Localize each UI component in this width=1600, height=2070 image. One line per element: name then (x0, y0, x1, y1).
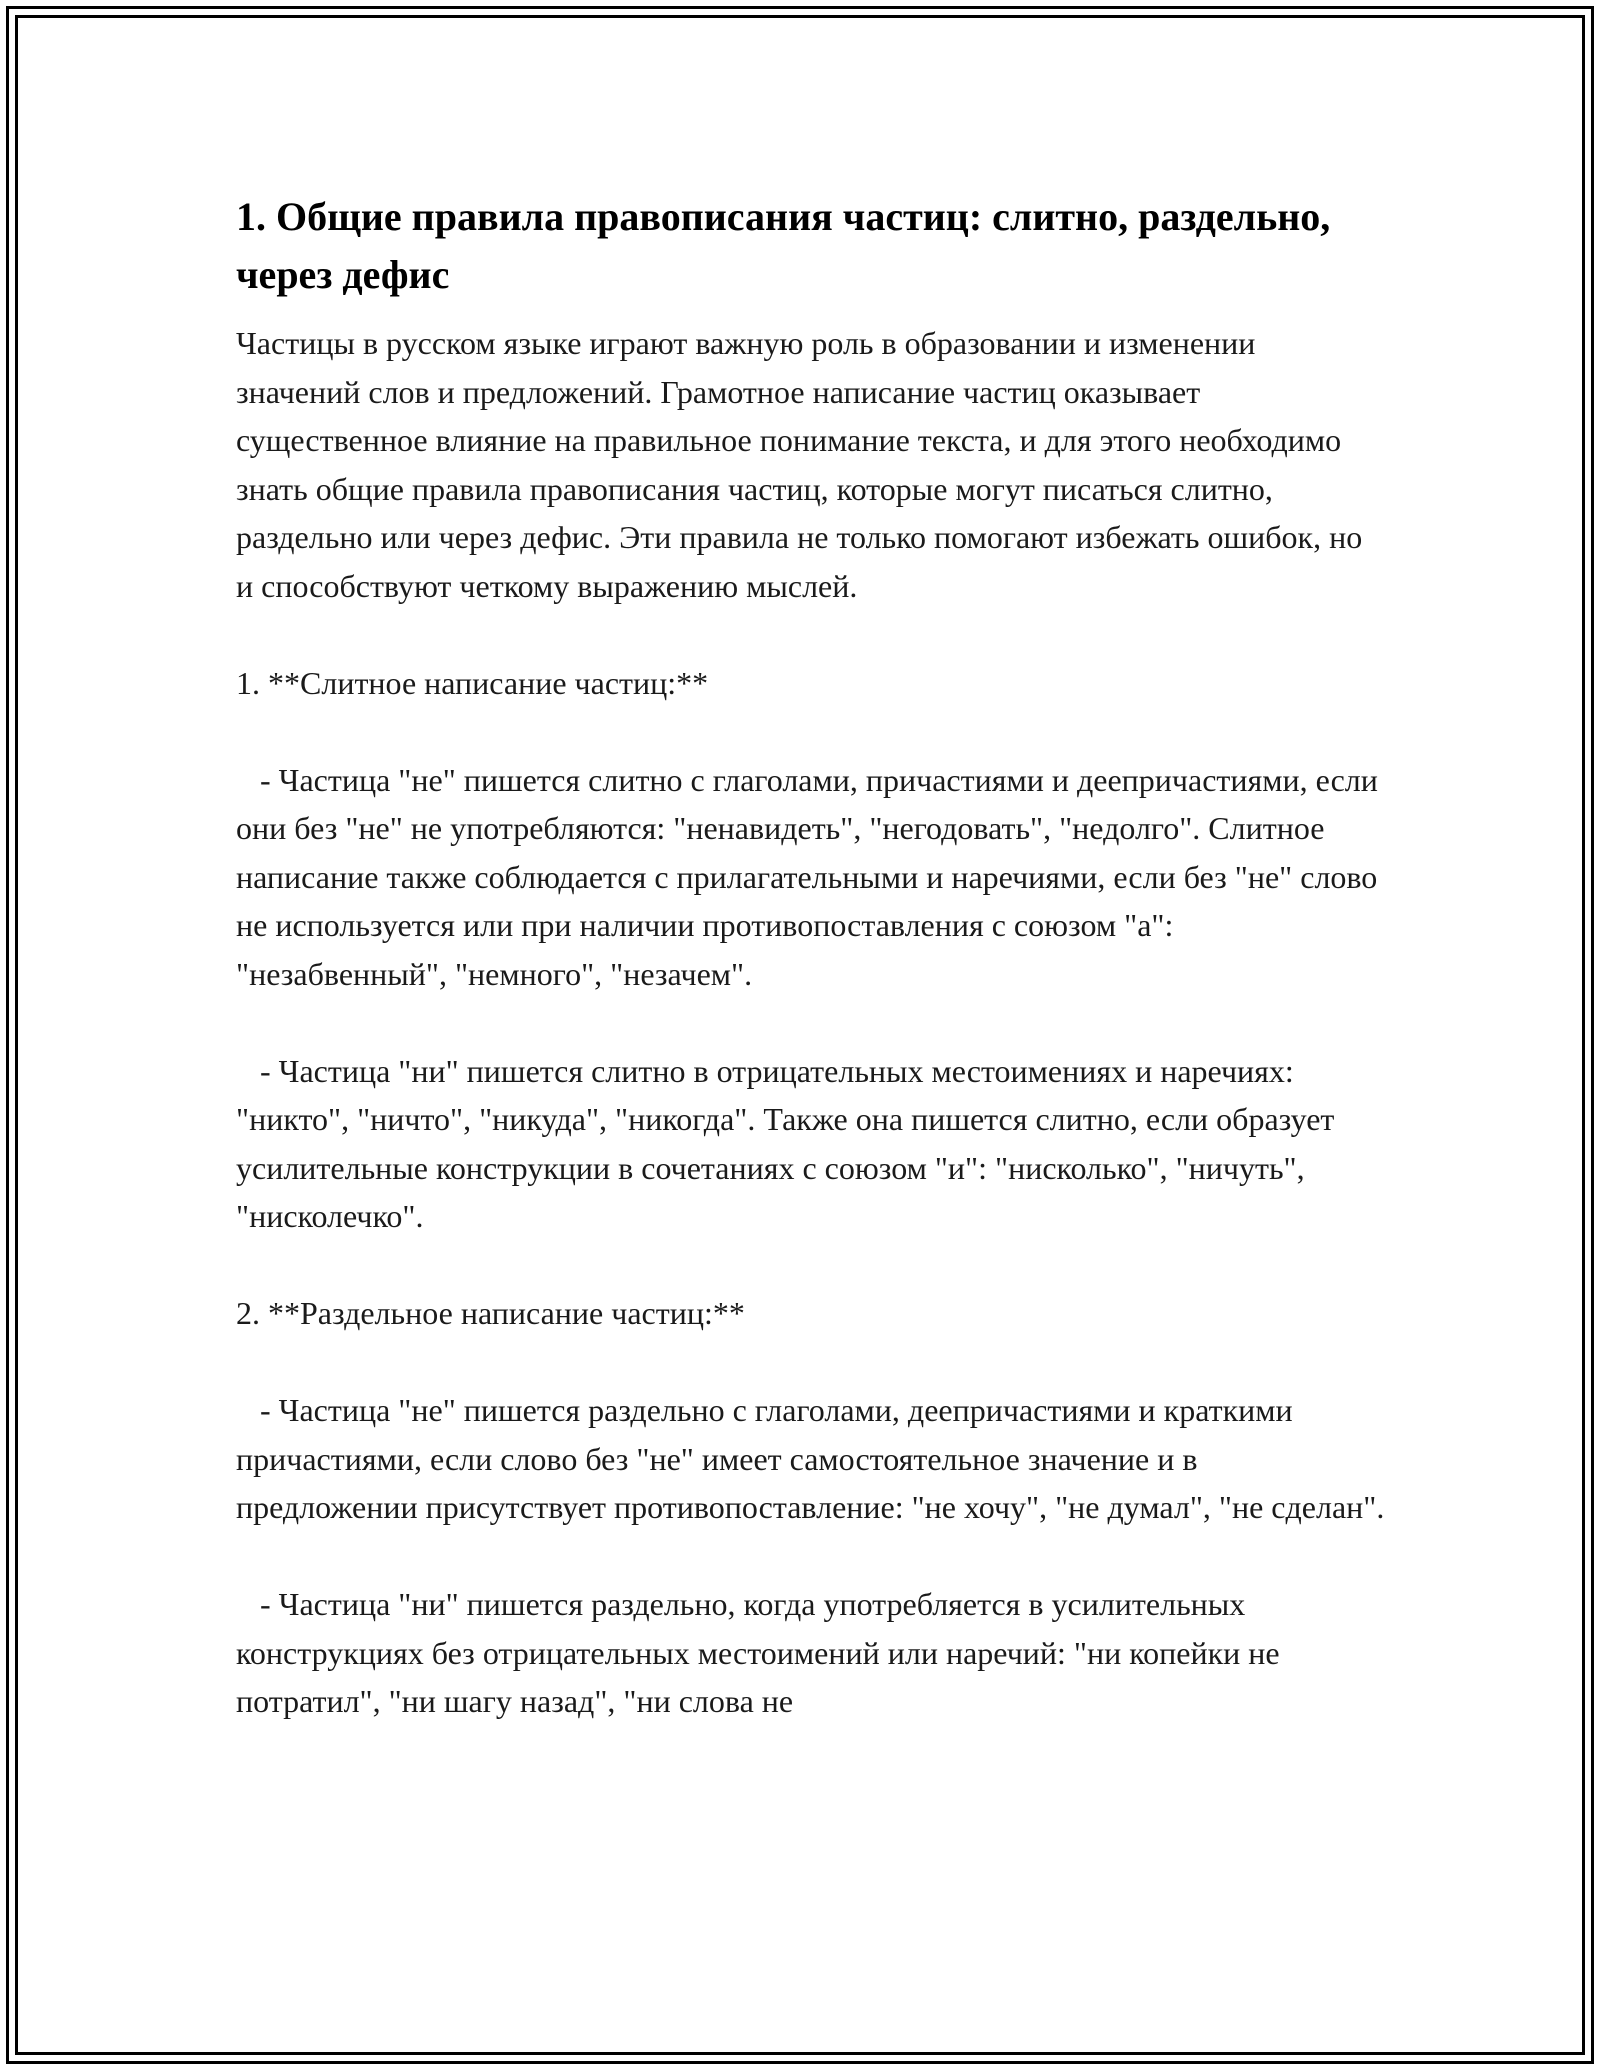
rule-paragraph-ni-merged: - Частица "ни" пишется слитно в отрицательных местоимениях и наречиях: "никто", "ничто", "никуда", "никогда". Также она пишется слитно, если образует усилительные конструкции в сочетаниях с союзом "и": "нисколько", "ничуть", "нисколечко". (236, 1052, 1343, 1234)
rule-paragraph-ne-separate: - Частица "не" пишется раздельно с глаголами, деепричастиями и краткими причастиями, если слово без "не" имеет самостоятельное значение и в предложении присутствует противопоставление: "не хочу", "не думал", "не сделан". (236, 1392, 1385, 1525)
subsection-title-separate: 2. **Раздельное написание частиц:** (236, 1295, 745, 1331)
rule-paragraph-ni-separate: - Частица "ни" пишется раздельно, когда употребляется в усилительных конструкциях без отрицательных местоимений или наречий: "ни копейки не потратил", "ни шагу назад", "ни слова не (236, 1586, 1288, 1719)
document-body (236, 188, 1386, 1726)
subsection-title-merged: 1. **Слитное написание частиц:** (236, 664, 709, 701)
rule-paragraph-ne-merged: - Частица "не" пишется слитно с глаголами, причастиями и деепричастиями, если они без "не" не употребляются: "ненавидеть", "негодовать", "недолго". Слитное написание также соблюдается с прилагательными и наречиями, если без "не" слово не используется или при наличии противопоставления с союзом "а": "незабвенный", "немного", "незачем". (236, 761, 1386, 992)
section-heading: 1. Общие правила правописания частиц: слитно, раздельно, через дефис (236, 194, 1331, 297)
intro-paragraph: Частицы в русском языке играют важную роль в образовании и изменении значений слов и предложений. Грамотное написание частиц оказывает существенное влияние на правильное понимание текста, и для этого необходимо знать общие правила правописания частиц, которые могут писаться слитно, раздельно или через дефис. Эти правила не только помогают избежать ошибок, но и способствуют четкому выражению мыслей. (236, 325, 1371, 604)
